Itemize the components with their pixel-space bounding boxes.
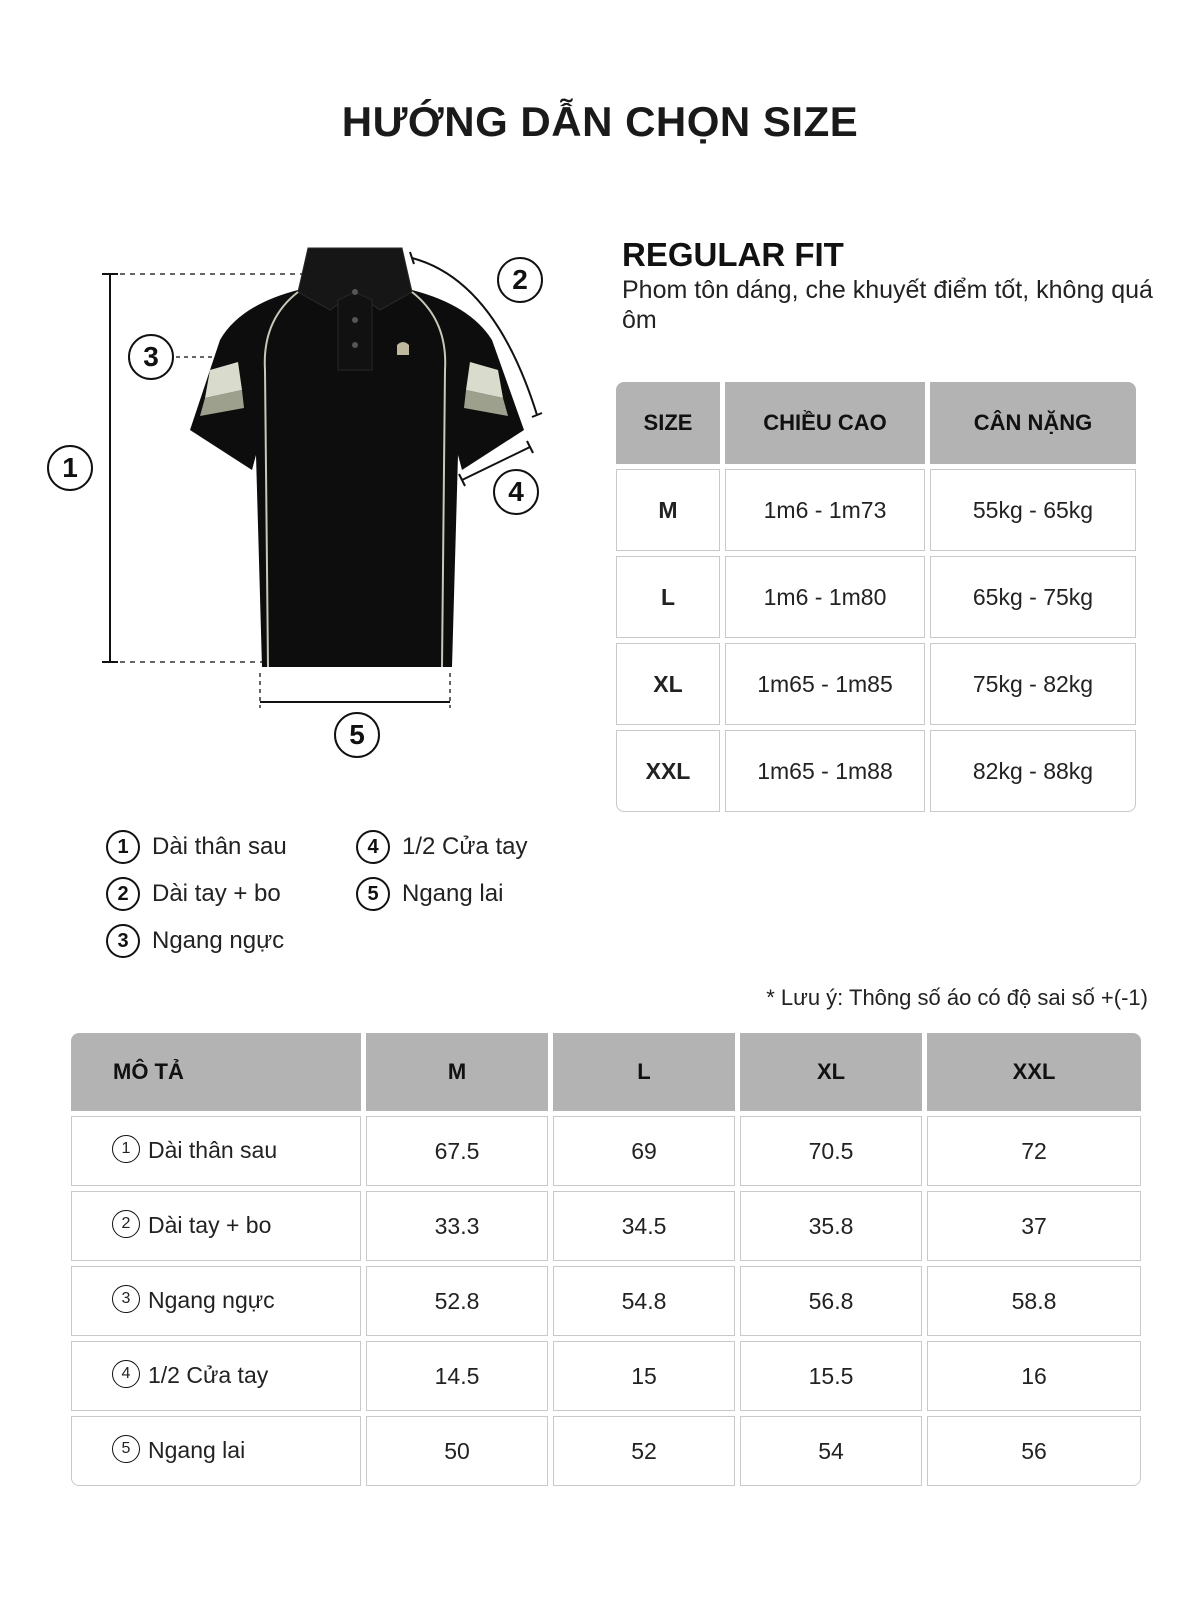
tolerance-note: * Lưu ý: Thông số áo có độ sai số +(-1) (766, 985, 1148, 1010)
row-label: Ngang lai (148, 1436, 246, 1463)
row-number: 4 (112, 1360, 140, 1388)
legend-item (106, 924, 284, 958)
diagram-number-3: 3 (128, 334, 174, 380)
height-cell: 1m6 - 1m80 (725, 556, 925, 638)
table-header-row (71, 1033, 1141, 1111)
value-cell: 54 (740, 1416, 922, 1486)
measurement-table (66, 1028, 1146, 1491)
value-cell: 52 (553, 1416, 735, 1486)
value-cell: 34.5 (553, 1191, 735, 1261)
table-row (71, 1116, 1141, 1186)
column-header-xxl: XXL (927, 1033, 1141, 1111)
legend-label: Ngang lai (402, 880, 504, 907)
table-row (616, 730, 1136, 812)
column-header-l: L (553, 1033, 735, 1111)
table-row (71, 1266, 1141, 1336)
legend-item (106, 877, 281, 911)
value-cell: 16 (927, 1341, 1141, 1411)
legend-item (356, 877, 503, 911)
value-cell: 69 (553, 1116, 735, 1186)
table-row (616, 556, 1136, 638)
polo-shirt-illustration (40, 230, 560, 770)
row-label: Ngang ngực (148, 1286, 275, 1313)
row-number: 3 (112, 1285, 140, 1313)
legend-label: Ngang ngực (152, 927, 285, 954)
column-header-m: M (366, 1033, 548, 1111)
diagram-number-5: 5 (334, 712, 380, 758)
weight-cell: 75kg - 82kg (930, 643, 1136, 725)
size-cell: XXL (616, 730, 720, 812)
legend-number: 1 (106, 830, 140, 864)
value-cell: 52.8 (366, 1266, 548, 1336)
column-header-weight: CÂN NẶNG (930, 382, 1136, 464)
table-row (616, 469, 1136, 551)
legend-item (106, 830, 287, 864)
value-cell: 50 (366, 1416, 548, 1486)
legend-label: 1/2 Cửa tay (402, 833, 528, 860)
height-cell: 1m65 - 1m85 (725, 643, 925, 725)
description-cell (71, 1191, 361, 1261)
column-header-xl: XL (740, 1033, 922, 1111)
page-title: HƯỚNG DẪN CHỌN SIZE (341, 98, 859, 145)
diagram-number-1: 1 (47, 445, 93, 491)
column-header-description: MÔ TẢ (71, 1033, 361, 1111)
legend-number: 5 (356, 877, 390, 911)
weight-cell: 55kg - 65kg (930, 469, 1136, 551)
value-cell: 56 (927, 1416, 1141, 1486)
column-header-size: SIZE (616, 382, 720, 464)
row-label: 1/2 Cửa tay (148, 1361, 269, 1388)
height-cell: 1m65 - 1m88 (725, 730, 925, 812)
legend-item (356, 830, 527, 864)
column-header-height: CHIỀU CAO (725, 382, 925, 464)
description-cell (71, 1341, 361, 1411)
value-cell: 15.5 (740, 1341, 922, 1411)
value-cell: 56.8 (740, 1266, 922, 1336)
table-row (71, 1341, 1141, 1411)
weight-cell: 65kg - 75kg (930, 556, 1136, 638)
value-cell: 58.8 (927, 1266, 1141, 1336)
fit-description: Phom tôn dáng, che khuyết điểm tốt, không quá ôm (622, 276, 1153, 334)
table-row (71, 1191, 1141, 1261)
value-cell: 67.5 (366, 1116, 548, 1186)
diagram-number-4: 4 (493, 469, 539, 515)
table-header-row (616, 382, 1136, 464)
row-label: Dài tay + bo (148, 1211, 272, 1238)
legend-number: 3 (106, 924, 140, 958)
value-cell: 35.8 (740, 1191, 922, 1261)
value-cell: 33.3 (366, 1191, 548, 1261)
size-diagram (40, 230, 560, 770)
row-number: 2 (112, 1210, 140, 1238)
value-cell: 54.8 (553, 1266, 735, 1336)
size-cell: XL (616, 643, 720, 725)
row-number: 5 (112, 1435, 140, 1463)
legend-label: Dài thân sau (152, 833, 287, 860)
value-cell: 37 (927, 1191, 1141, 1261)
size-recommendation-table (611, 377, 1141, 817)
diagram-number-2: 2 (497, 257, 543, 303)
row-number: 1 (112, 1135, 140, 1163)
legend-number: 4 (356, 830, 390, 864)
value-cell: 14.5 (366, 1341, 548, 1411)
table-row (616, 643, 1136, 725)
row-label: Dài thân sau (148, 1136, 278, 1163)
legend-number: 2 (106, 877, 140, 911)
weight-cell: 82kg - 88kg (930, 730, 1136, 812)
table-row (71, 1416, 1141, 1486)
fit-title: REGULAR FIT (622, 236, 844, 273)
size-cell: L (616, 556, 720, 638)
description-cell (71, 1416, 361, 1486)
description-cell (71, 1266, 361, 1336)
height-cell: 1m6 - 1m73 (725, 469, 925, 551)
description-cell (71, 1116, 361, 1186)
value-cell: 15 (553, 1341, 735, 1411)
legend-label: Dài tay + bo (152, 880, 281, 907)
value-cell: 72 (927, 1116, 1141, 1186)
size-cell: M (616, 469, 720, 551)
value-cell: 70.5 (740, 1116, 922, 1186)
